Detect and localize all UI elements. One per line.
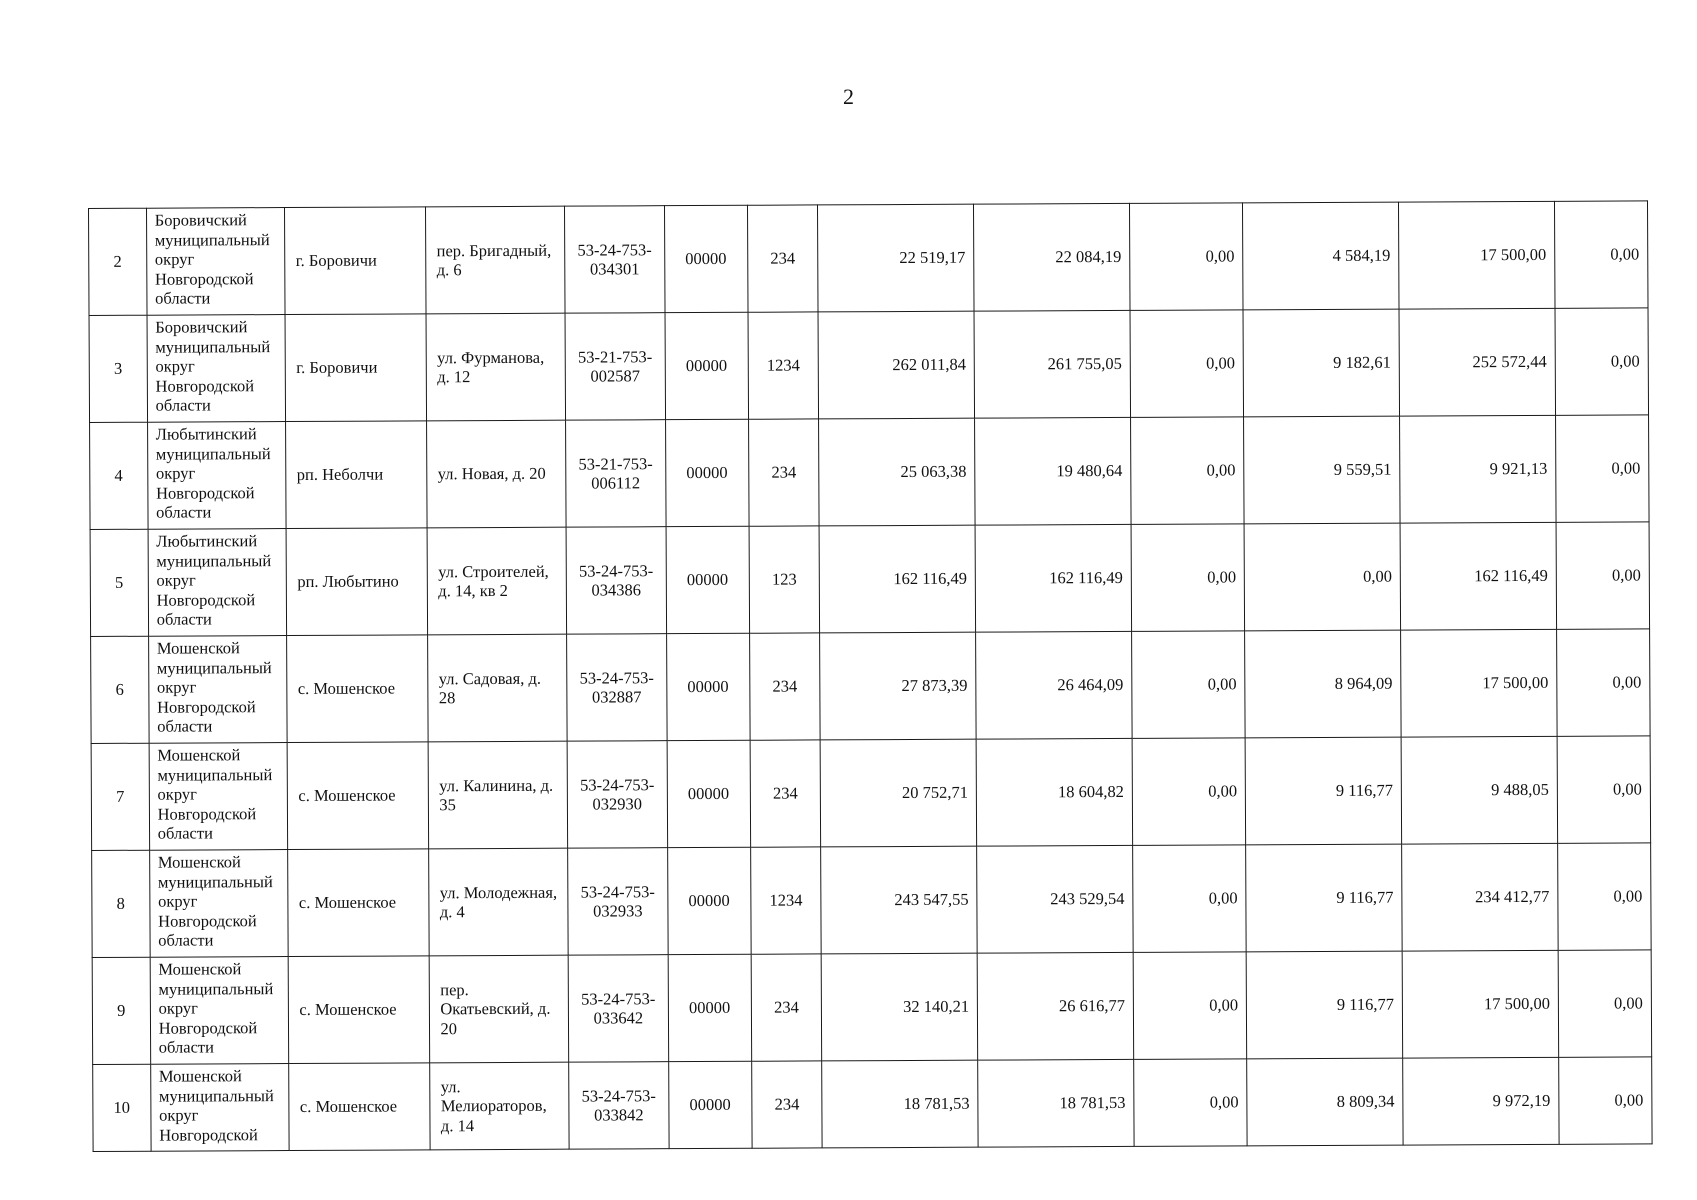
- value-3-cell: 0,00: [1131, 524, 1245, 632]
- settlement-cell: с. Мошенское: [289, 1063, 430, 1151]
- settlement-cell: с. Мошенское: [287, 635, 428, 743]
- value-6-cell: 0,00: [1557, 629, 1651, 736]
- municipality-cell: Боровичский муниципальный округ Новгородской области: [147, 315, 286, 423]
- value-3-cell: 0,00: [1133, 845, 1247, 953]
- value-2-cell: 26 616,77: [977, 952, 1133, 1060]
- types-cell: 234: [749, 633, 820, 740]
- code-cell: 53-24-753-032887: [567, 634, 667, 741]
- value-5-cell: 17 500,00: [1399, 201, 1555, 309]
- types-cell: 234: [747, 205, 818, 312]
- settlement-cell: с. Мошенское: [289, 956, 430, 1064]
- value-4-cell: 9 116,77: [1246, 951, 1402, 1059]
- value-1-cell: 18 781,53: [822, 1060, 978, 1148]
- row-number: 2: [89, 208, 147, 315]
- value-4-cell: 0,00: [1244, 523, 1400, 631]
- types-cell: 234: [751, 1061, 822, 1148]
- municipality-cell: Мошенской муниципальный округ Новгородской области: [150, 957, 289, 1065]
- types-cell: 1234: [750, 847, 821, 954]
- table-row: [91, 736, 1651, 851]
- address-cell: ул. Новая, д. 20: [427, 420, 566, 528]
- page-number: 2: [843, 84, 854, 109]
- value-1-cell: 22 519,17: [818, 204, 974, 312]
- table-row: [92, 950, 1652, 1065]
- row-number: 3: [89, 315, 147, 422]
- zeros-cell: 00000: [665, 312, 749, 419]
- municipality-cell: Любытинский муниципальный округ Новгородской области: [148, 529, 287, 637]
- code-cell: 53-21-753-002587: [565, 313, 665, 420]
- table-row: [89, 201, 1649, 316]
- settlement-cell: рп. Любытино: [287, 528, 428, 636]
- table-row: [90, 522, 1650, 637]
- value-6-cell: 0,00: [1556, 522, 1650, 629]
- table-row: [89, 308, 1649, 423]
- settlement-cell: с. Мошенское: [288, 742, 429, 850]
- value-6-cell: 0,00: [1558, 843, 1652, 950]
- value-3-cell: 0,00: [1134, 1059, 1248, 1147]
- value-1-cell: 20 752,71: [820, 739, 976, 847]
- types-cell: 234: [750, 740, 821, 847]
- value-2-cell: 162 116,49: [975, 524, 1131, 632]
- zeros-cell: 00000: [666, 633, 750, 740]
- row-number: 9: [92, 957, 150, 1064]
- types-cell: 123: [749, 526, 820, 633]
- value-6-cell: 0,00: [1555, 308, 1649, 415]
- table-row: [91, 629, 1651, 744]
- row-number: 6: [91, 636, 149, 743]
- settlement-cell: с. Мошенское: [288, 849, 429, 957]
- value-1-cell: 243 547,55: [821, 846, 977, 954]
- settlement-cell: г. Боровичи: [285, 207, 426, 315]
- table-row: [93, 1057, 1652, 1152]
- value-4-cell: 9 559,51: [1244, 416, 1400, 524]
- code-cell: 53-24-753-034301: [565, 206, 665, 313]
- types-cell: 1234: [748, 312, 819, 419]
- address-cell: ул. Мелиораторов, д. 14: [430, 1062, 569, 1150]
- value-5-cell: 9 921,13: [1400, 415, 1556, 523]
- address-cell: ул. Фурманова, д. 12: [426, 313, 565, 421]
- address-cell: ул. Садовая, д. 28: [428, 634, 567, 742]
- zeros-cell: 00000: [668, 954, 752, 1061]
- value-5-cell: 234 412,77: [1402, 843, 1558, 951]
- row-number: 7: [91, 743, 149, 850]
- row-number: 8: [92, 850, 150, 957]
- value-6-cell: 0,00: [1558, 950, 1652, 1057]
- value-3-cell: 0,00: [1130, 310, 1244, 418]
- code-cell: 53-24-753-032930: [567, 741, 667, 848]
- value-3-cell: 0,00: [1130, 203, 1244, 311]
- types-cell: 234: [751, 954, 822, 1061]
- code-cell: 53-24-753-033842: [569, 1062, 669, 1149]
- value-4-cell: 9 182,61: [1243, 309, 1399, 417]
- value-1-cell: 25 063,38: [819, 418, 975, 526]
- zeros-cell: 00000: [668, 1061, 752, 1148]
- value-4-cell: 8 964,09: [1245, 630, 1401, 738]
- municipality-cell: Мошенской муниципальный округ Новгородской области: [149, 743, 288, 851]
- zeros-cell: 00000: [667, 847, 751, 954]
- value-3-cell: 0,00: [1131, 417, 1245, 525]
- table-row: [92, 843, 1652, 958]
- table-row: [90, 415, 1650, 530]
- municipality-cell: Мошенской муниципальный округ Новгородской: [150, 1064, 289, 1152]
- row-number: 5: [90, 529, 148, 636]
- value-5-cell: 17 500,00: [1402, 950, 1558, 1058]
- row-number: 4: [90, 422, 148, 529]
- value-5-cell: 9 488,05: [1401, 736, 1557, 844]
- value-1-cell: 32 140,21: [821, 953, 977, 1061]
- value-1-cell: 262 011,84: [818, 311, 974, 419]
- value-1-cell: 162 116,49: [819, 525, 975, 633]
- municipality-cell: Любытинский муниципальный округ Новгородской области: [147, 422, 286, 530]
- municipality-cell: Мошенской муниципальный округ Новгородской области: [149, 850, 288, 958]
- zeros-cell: 00000: [666, 526, 750, 633]
- value-4-cell: 9 116,77: [1245, 737, 1401, 845]
- data-table-wrapper: [88, 200, 1653, 1152]
- value-6-cell: 0,00: [1557, 736, 1651, 843]
- row-number: 10: [93, 1064, 151, 1151]
- municipality-cell: Боровичский муниципальный округ Новгородской области: [146, 208, 285, 316]
- code-cell: 53-24-753-033642: [568, 955, 668, 1062]
- value-2-cell: 243 529,54: [977, 845, 1133, 953]
- value-2-cell: 18 781,53: [978, 1059, 1134, 1147]
- settlement-cell: г. Боровичи: [285, 314, 426, 422]
- address-cell: пер. Окатьевский, д. 20: [430, 955, 569, 1063]
- value-5-cell: 17 500,00: [1401, 629, 1557, 737]
- address-cell: пер. Бригадный, д. 6: [426, 206, 565, 314]
- value-3-cell: 0,00: [1132, 738, 1246, 846]
- value-5-cell: 252 572,44: [1399, 308, 1555, 416]
- value-1-cell: 27 873,39: [820, 632, 976, 740]
- address-cell: ул. Калинина, д. 35: [429, 741, 568, 849]
- value-5-cell: 9 972,19: [1403, 1057, 1559, 1145]
- value-2-cell: 22 084,19: [974, 203, 1130, 311]
- value-2-cell: 261 755,05: [974, 310, 1130, 418]
- table-body: [89, 201, 1653, 1152]
- types-cell: 234: [748, 419, 819, 526]
- value-5-cell: 162 116,49: [1400, 522, 1556, 630]
- value-3-cell: 0,00: [1132, 631, 1246, 739]
- data-table: [88, 200, 1653, 1152]
- zeros-cell: 00000: [667, 740, 751, 847]
- code-cell: 53-24-753-032933: [568, 848, 668, 955]
- code-cell: 53-21-753-006112: [566, 420, 666, 527]
- value-4-cell: 9 116,77: [1246, 844, 1402, 952]
- settlement-cell: рп. Неболчи: [286, 421, 427, 529]
- value-2-cell: 19 480,64: [975, 417, 1131, 525]
- value-4-cell: 4 584,19: [1243, 202, 1399, 310]
- value-4-cell: 8 809,34: [1247, 1058, 1403, 1146]
- value-2-cell: 26 464,09: [976, 631, 1132, 739]
- value-6-cell: 0,00: [1556, 415, 1650, 522]
- value-6-cell: 0,00: [1559, 1057, 1652, 1144]
- address-cell: ул. Молодежная, д. 4: [429, 848, 568, 956]
- value-3-cell: 0,00: [1133, 952, 1247, 1060]
- value-2-cell: 18 604,82: [976, 738, 1132, 846]
- zeros-cell: 00000: [664, 205, 748, 312]
- address-cell: ул. Строителей, д. 14, кв 2: [427, 527, 566, 635]
- zeros-cell: 00000: [665, 419, 749, 526]
- code-cell: 53-24-753-034386: [566, 527, 666, 634]
- municipality-cell: Мошенской муниципальный округ Новгородской области: [148, 636, 287, 744]
- value-6-cell: 0,00: [1555, 201, 1649, 308]
